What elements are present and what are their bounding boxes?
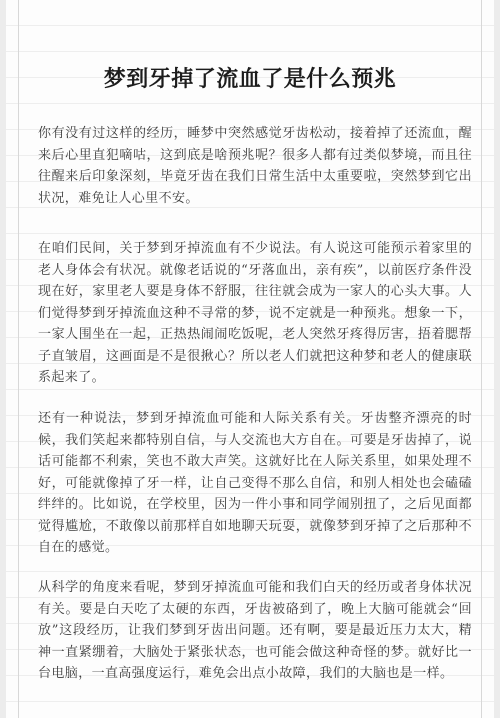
paragraph-4: 从科学的角度来看呢，梦到牙掉流血可能和我们白天的经历或者身体状况有关。要是白天吃了太硬的东西，牙齿被硌到了，晚上大脑可能就会“回放”这段经历，让我们梦到牙齿出问题。还有啊，要是最近压力太大，精神一直紧绷着，大脑处于紧张状态，也可能会做这种奇怪的梦。就好比一台电脑，一直高强度运行，难免会出点小故障，我们的大脑也是一样。 xyxy=(38,580,472,681)
article-title: 梦到牙掉了流血了是什么预兆 xyxy=(103,67,397,92)
paragraph-3: 还有一种说法，梦到牙掉流血可能和人际关系有关。牙齿整齐漂亮的时候，我们笑起来都特别自信，与人交流也大方自在。可要是牙齿掉了，说话可能都不利索，笑也不敢大声笑。这就好比在人际关系里，如果处理不好，可能就像掉了牙一样，让自己变得不那么自信，和别人相处也会磕磕绊绊的。比如说，在学校里，因为一件小事和同学闹别扭了，之后见面都觉得尴尬，不敢像以前那样自如地聊天玩耍，就像梦到牙掉了之后那种不自在的感觉。 xyxy=(38,411,472,555)
paragraph-1: 你有没有过这样的经历，睡梦中突然感觉牙齿松动，接着掉了还流血，醒来后心里直犯嘀咕，这到底是啥预兆呢？很多人都有过类似梦境，而且往往醒来后印象深刻，毕竟牙齿在我们日常生活中太重要啦，突然梦到它出状况，难免让人心里不安。 xyxy=(38,126,472,206)
paragraph-2: 在咱们民间，关于梦到牙掉流血有不少说法。有人说这可能预示着家里的老人身体会有状况。就像老话说的“牙落血出，亲有疾”，以前医疗条件没现在好，家里老人要是身体不舒服，往往就会成为一家人的心头大事。人们觉得梦到牙掉流血这种不寻常的梦，说不定就是一种预兆。想象一下，一家人围坐在一起，正热热闹闹吃饭呢，老人突然牙疼得厉害，捂着腮帮子直皱眉，这画面是不是很揪心？所以老人们就把这种梦和老人的健康联系起来了。 xyxy=(38,241,472,385)
